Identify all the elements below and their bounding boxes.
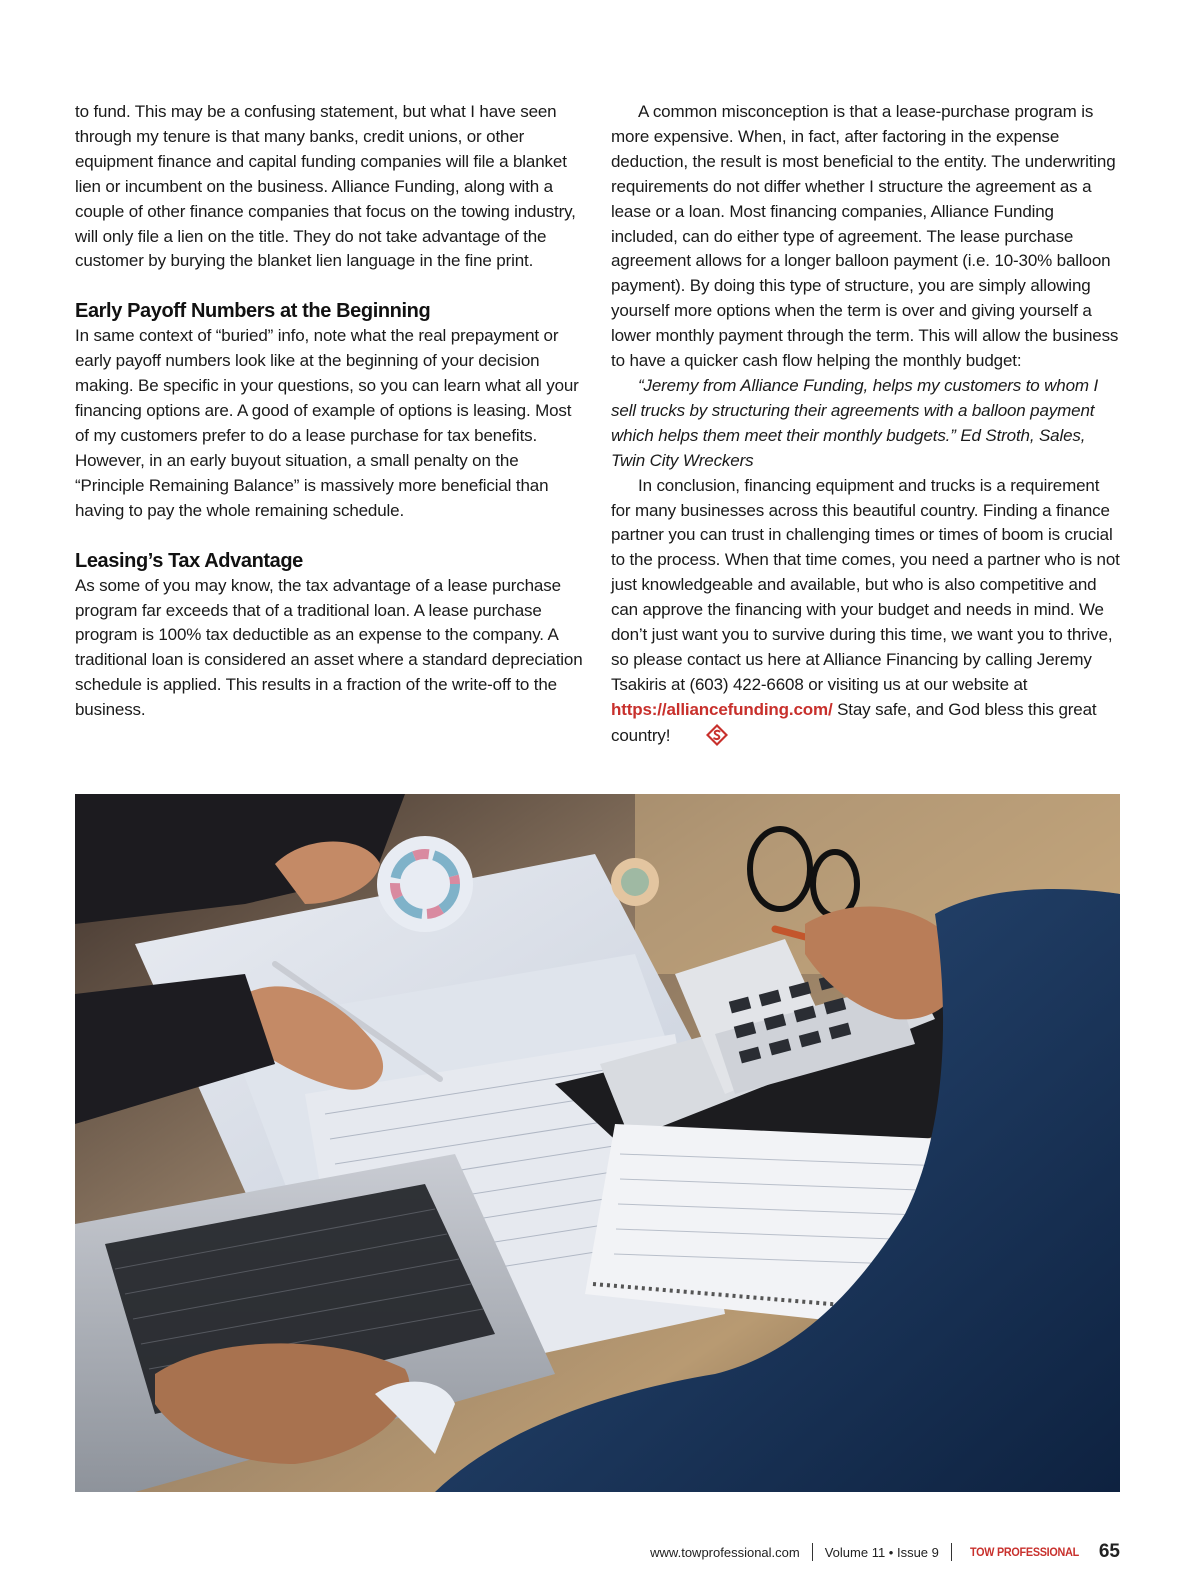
footer-divider: [812, 1543, 813, 1561]
left-column: [75, 100, 587, 723]
footer-magazine-name: TOW PROFESSIONAL: [969, 1545, 1079, 1559]
footer-website[interactable]: www.towprofessional.com: [650, 1544, 800, 1560]
website-link[interactable]: https://alliancefunding.com/: [611, 699, 833, 719]
section-heading-tax-advantage: Leasing’s Tax Advantage: [75, 549, 303, 572]
tax-advantage-paragraph: As some of you may know, the tax advantage of a lease purchase program far exceeds that of a traditional loan. A lease purchase program is 100% tax deductible as an expense to the company. A traditional loan is considered an asset where a standard depreciation schedule is applied. This results in a fraction of the write-off to the business.: [75, 575, 583, 720]
page-number: 65: [1098, 1541, 1120, 1562]
end-of-article-icon: [678, 723, 702, 747]
misconception-paragraph: A common misconception is that a lease-purchase program is more expensive. When, in fact, after factoring in the expense deduction, the result is most beneficial to the entity. The underwriting requirements do not differ whether I structure the agreement as a lease or a loan. Most financing companies, Alliance Funding included, can do either type of agreement. The lease purchase agreement allows for a longer balloon payment (i.e. 10-30% balloon payment). By doing this type of structure, you are simply allowing yourself more options when the term is over and giving yourself a lower monthly payment through the term. This will allow the business to have a quicker cash flow helping the monthly budget:: [611, 102, 1119, 371]
conclusion-paragraph: [611, 474, 1123, 749]
page-footer: [650, 1540, 1120, 1564]
footer-divider: [951, 1543, 952, 1561]
intro-paragraph: to fund. This may be a confusing statement, but what I have seen through my tenure is that many banks, credit unions, or other equipment finance and capital funding companies will file a blanket lien or incumbent on the business. Alliance Funding, along with a couple of other finance companies that focus on the towing industry, will only file a lien on the title. They do not take advantage of the customer by burying the blanket lien language in the fine print.: [75, 102, 576, 271]
section-heading-early-payoff: Early Payoff Numbers at the Beginning: [75, 300, 431, 323]
conclusion-text: In conclusion, financing equipment and trucks is a requirement for many businesses across this beautiful country. Finding a finance partner you can trust in challenging times or times of boom is crucial to the process. When that time comes, you need a partner who is not just knowledgeable and available, but who is also competitive and can approve the financing with your budget and needs in mind. We don’t just want you to survive during this time, we want you to thrive, so please contact us here at Alliance Financing by calling Jeremy Tsakiris at (603) 422-6608 or visiting us at our website at: [611, 475, 1120, 694]
footer-issue-info: Volume 11 • Issue 9: [824, 1544, 939, 1560]
closing-text: Stay safe, and God bless this great country!: [611, 699, 1097, 745]
customer-quote: “Jeremy from Alliance Funding, helps my customers to whom I sell trucks by structuring their agreements with a balloon payment which helps them meet their monthly budgets.” Ed Stroth, Sales, Twin City Wreckers: [611, 375, 1099, 470]
business-meeting-photo: [75, 794, 1120, 1492]
early-payoff-paragraph: In same context of “buried” info, note what the real prepayment or early payoff numbers look like at the beginning of your decision making. Be specific in your questions, so you can learn what all your financing options are. A good of example of options is leasing. Most of my customers prefer to do a lease purchase for tax benefits. However, in an early buyout situation, a small penalty on the “Principle Remaining Balance” is massively more beneficial than having to pay the whole remaining schedule.: [75, 326, 579, 520]
right-column: [611, 100, 1123, 749]
